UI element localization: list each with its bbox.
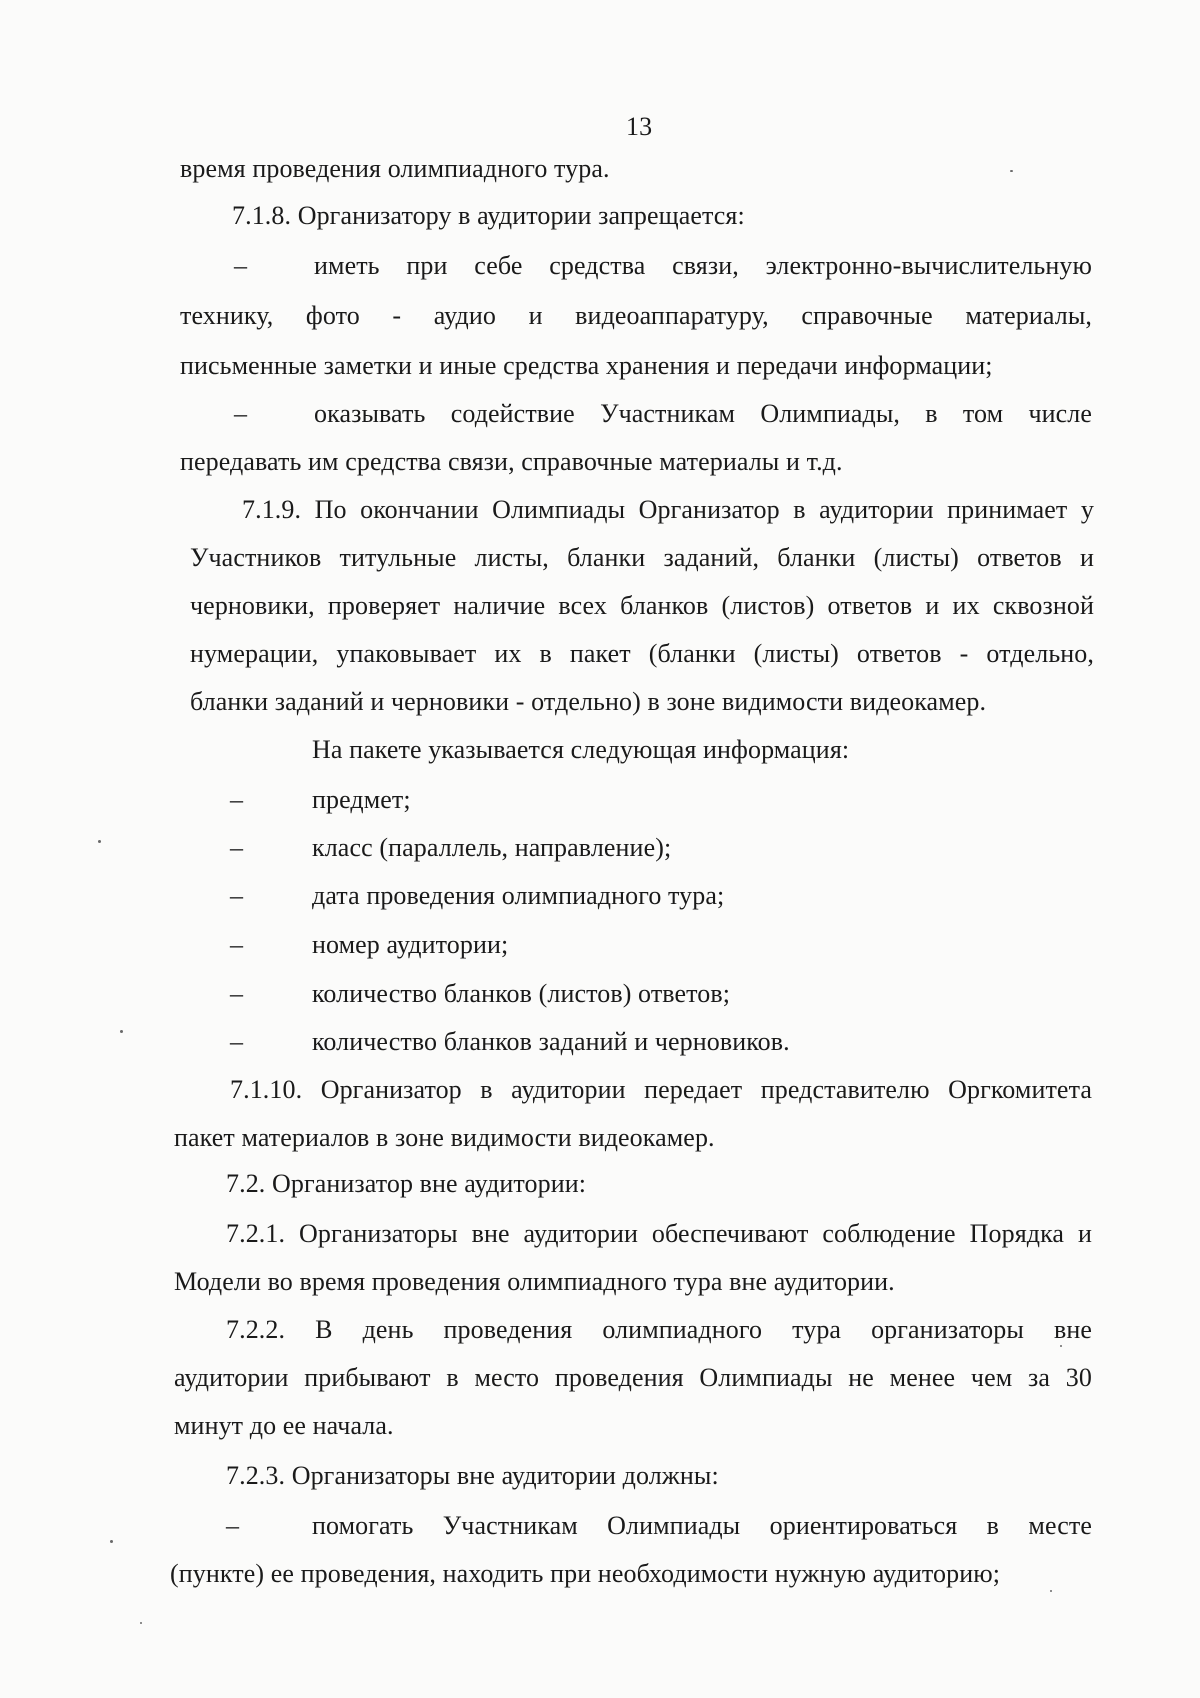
list-item: количество бланков заданий и черновиков. [312, 1027, 790, 1056]
section-heading: 7.2. Организатор вне аудитории: [226, 1169, 587, 1198]
text-line: 7.1.9. По окончании Олимпиады Организатор в аудитории принимает у [242, 495, 1094, 524]
scan-speck [1010, 170, 1013, 172]
text-line: бланки заданий и черновики - отдельно) в зоне видимости видеокамер. [190, 687, 987, 716]
list-dash: – [230, 930, 243, 959]
scan-speck [110, 1540, 113, 1543]
list-dash: – [234, 399, 247, 428]
text-line: Модели во время проведения олимпиадного тура вне аудитории. [174, 1267, 895, 1296]
list-dash: – [230, 1027, 243, 1056]
scan-speck [140, 1622, 142, 1624]
text-line: аудитории прибывают в место проведения Олимпиады не менее чем за 30 [174, 1363, 1092, 1392]
text-line: помогать Участникам Олимпиады ориентироваться в месте [312, 1511, 1092, 1540]
text-line: письменные заметки и иные средства хранения и передачи информации; [180, 351, 993, 380]
text-line: пакет материалов в зоне видимости видеокамер. [174, 1123, 715, 1152]
list-dash: – [230, 979, 243, 1008]
text-line: технику, фото - аудио и видеоаппаратуру, справочные материалы, [180, 301, 1092, 330]
text-line: 7.2.2. В день проведения олимпиадного тура организаторы вне [226, 1315, 1092, 1344]
list-item: дата проведения олимпиадного тура; [312, 881, 725, 910]
text-line: 7.2.1. Организаторы вне аудитории обеспечивают соблюдение Порядка и [226, 1219, 1092, 1248]
list-item: количество бланков (листов) ответов; [312, 979, 731, 1008]
text-line: иметь при себе средства связи, электронно-вычислительную [314, 251, 1092, 280]
scan-speck [1050, 1590, 1052, 1592]
text-line: передавать им средства связи, справочные материалы и т.д. [180, 447, 843, 476]
section-heading: 7.2.3. Организаторы вне аудитории должны: [226, 1461, 719, 1490]
list-item: номер аудитории; [312, 930, 509, 959]
text-line: (пункте) ее проведения, находить при необходимости нужную аудиторию; [170, 1559, 1001, 1588]
list-item: класс (параллель, направление); [312, 833, 672, 862]
list-item: предмет; [312, 785, 411, 814]
text-line: На пакете указывается следующая информация: [312, 735, 850, 764]
text-line: минут до ее начала. [174, 1411, 394, 1440]
text-line: Участников титульные листы, бланки заданий, бланки (листы) ответов и [190, 543, 1094, 572]
scan-speck [1060, 1345, 1062, 1347]
text-line: оказывать содействие Участникам Олимпиады, в том числе [314, 399, 1092, 428]
text-line: нумерации, упаковывает их в пакет (бланки (листы) ответов - отдельно, [190, 639, 1094, 668]
text-line: черновики, проверяет наличие всех бланков (листов) ответов и их сквозной [190, 591, 1094, 620]
scan-speck [120, 1030, 123, 1033]
text-line: 7.1.10. Организатор в аудитории передает представителю Оргкомитета [230, 1075, 1092, 1104]
section-heading: 7.1.8. Организатору в аудитории запрещается: [232, 201, 745, 230]
scan-speck [98, 840, 101, 843]
list-dash: – [230, 881, 243, 910]
list-dash: – [234, 251, 247, 280]
list-dash: – [230, 785, 243, 814]
text-line: время проведения олимпиадного тура. [180, 154, 610, 183]
list-dash: – [226, 1511, 239, 1540]
list-dash: – [230, 833, 243, 862]
page-number: 13 [626, 112, 653, 141]
